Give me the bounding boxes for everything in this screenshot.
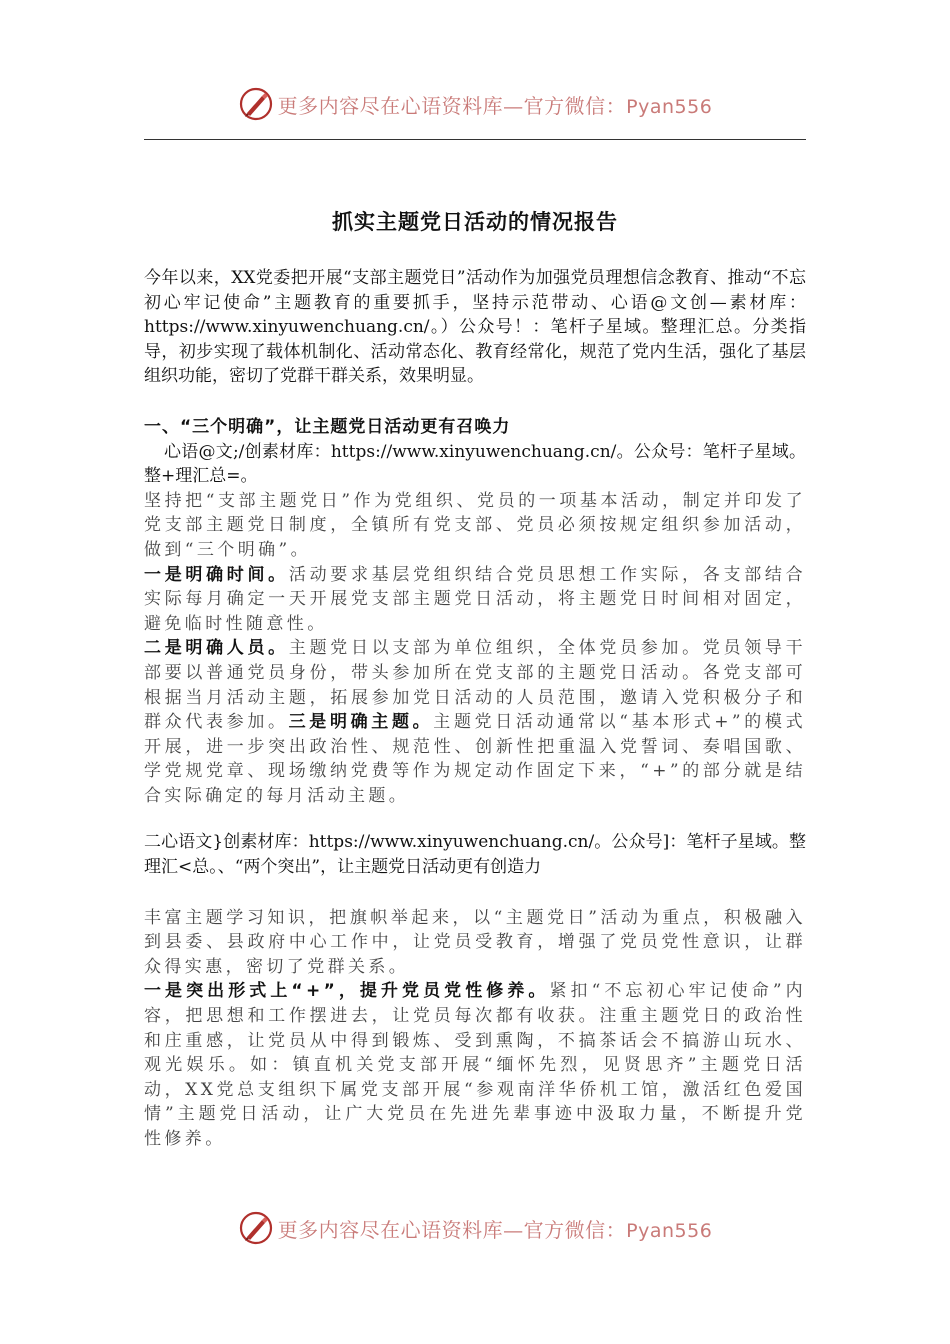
header-divider [144,139,806,140]
item-lead: 二是明确人员。 [144,638,289,659]
page-title: 抓实主题党日活动的情况报告 [332,210,618,234]
banner-text: 更多内容尽在心语资料库—官方微信：Pyan556 [277,93,713,118]
section-2-heading: 二心语文}创素材库：https://www.xinyuwenchuang.cn/。公众号]：笔杆子星域。整理汇<总。、“两个突出”，让主题党日活动更有创造力 [144,832,806,878]
section-2-paragraph: 丰富主题学习知识，把旗帜举起来，以“主题党日”活动为重点，积极融入到县委、县政府中心工作中，让党员受教育，增强了党员党性意识，让群众得实惠，密切了党群关系。 [144,907,806,977]
banner-text: 更多内容尽在心语资料库—官方微信：Pyan556 [277,1217,713,1242]
section-1-item-2-3: 二是明确人员。主题党日以支部为单位组织，全体党员参加。党员领导干部要以普通党员身份，带头参加所在党支部的主题党日活动。各党支部可根据当月活动主题，拓展参加党日活动的人员范围，邀请入党积极分子和群众代表参加。三是明确主题。主题党日活动通常以“基本形式+”的模式开展，进一步突出政治性、规范性、创新性把重温入党誓词、奏唱国歌、学党规党章、现场缴纳党费等作为规定动作固定下来，“+”的部分就是结合实际确定的每月活动主题。 [144,638,806,806]
intro-paragraph: 今年以来，XX党委把开展“支部主题党日”活动作为加强党员理想信念教育、推动“不忘初心牢记使命”主题教育的重要抓手，坚持示范带动、心语@文创—素材库：https://www.xinyuwenchuang.cn/。）公众号！：笔杆子星域。整理汇总。分类指导，初步实现了载体机制化、活动常态化、教育经常化，规范了党内生活，强化了基层组织功能，密切了党群干群关系，效果明显。 [144,268,806,387]
section-1-watermark: 心语@文;/创素材库：https://www.xinyuwenchuang.cn/。公众号：笔杆子星域。整+理汇总=。 [144,441,806,487]
document-body [144,266,806,1152]
section-1-heading: 一、“三个明确”，让主题党日活动更有召唤力 [144,416,511,437]
footer-banner [0,1206,950,1250]
pen-logo-icon [238,1210,274,1246]
section-1-item-1: 一是明确时间。活动要求基层党组织结合党员思想工作实际，各支部结合实际每月确定一天开展党支部主题党日活动，将主题党日时间相对固定，避免临时性随意性。 [144,564,806,634]
item-lead: 三是明确主题。 [288,712,434,733]
header-banner [0,82,950,126]
pen-logo-icon [238,86,274,122]
section-2-item-1: 一是突出形式上“+”，提升党员党性修养。紧扣“不忘初心牢记使命”内容，把思想和工作摆进去，让党员每次都有收获。注重主题党日的政治性和庄重感，让党员从中得到锻炼、受到熏陶，不搞茶话会不搞游山玩水、观光娱乐。如：镇直机关党支部开展“缅怀先烈，见贤思齐”主题党日活动，XX党总支组织下属党支部开展“参观南洋华侨机工馆，激活红色爱国情”主题党日活动，让广大党员在先进先辈事迹中汲取力量，不断提升党性修养。 [144,981,806,1149]
item-lead: 一是明确时间。 [144,564,289,585]
item-lead: 一是突出形式上“+”，提升党员党性修养。 [144,981,550,1002]
section-1-paragraph: 坚持把“支部主题党日”作为党组织、党员的一项基本活动，制定并印发了党支部主题党日制度，全镇所有党支部、党员必须按规定组织参加活动，做到“三个明确”。 [144,490,806,560]
